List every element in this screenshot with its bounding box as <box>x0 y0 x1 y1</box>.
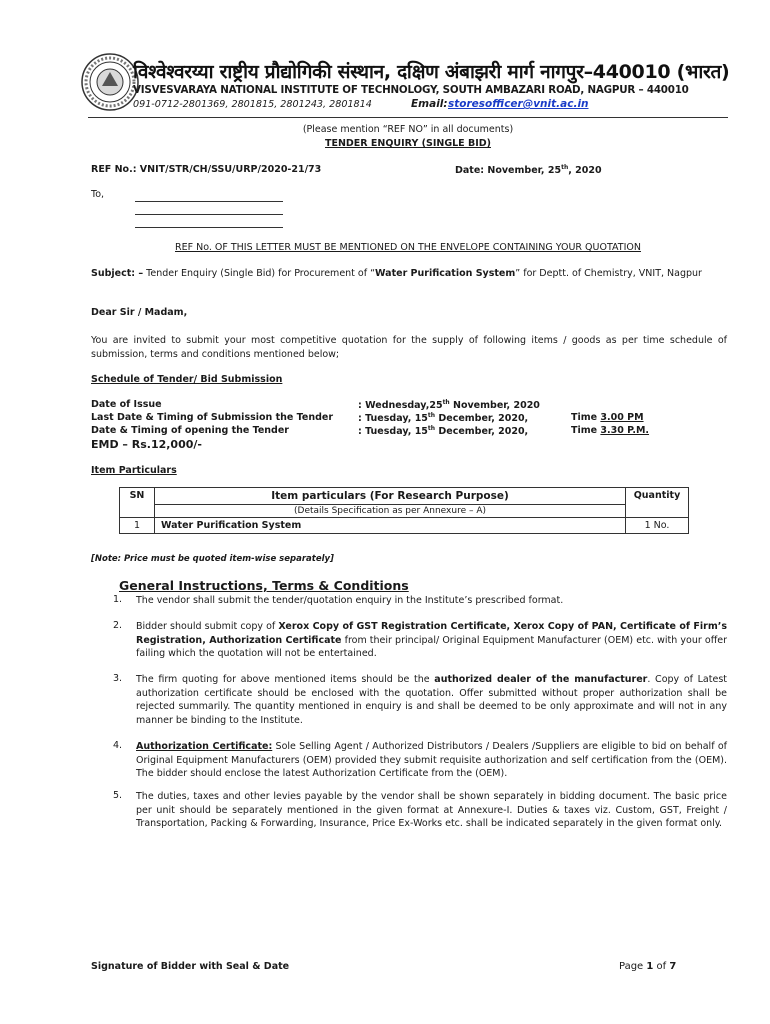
reference-number: REF No.: VNIT/STR/CH/SSU/URP/2020-21/73 <box>91 164 322 175</box>
price-note: [Note: Price must be quoted item-wise separately] <box>91 554 334 564</box>
hindi-institute-title: विश्वेश्वरय्या राष्ट्रीय प्रौद्योगिकी संस्थान, दक्षिण अंबाझरी मार्ग नागपुर–440010 (भारत) <box>133 61 730 83</box>
schedule-heading: Schedule of Tender/ Bid Submission <box>91 374 283 385</box>
cell-item: Water Purification System <box>155 518 626 534</box>
item-number: 3. <box>113 673 123 684</box>
schedule-label: Last Date & Timing of Submission the Tender <box>91 412 334 423</box>
address-line <box>135 214 283 215</box>
signature-line: Signature of Bidder with Seal & Date <box>91 961 290 972</box>
page-number: Page 1 of 7 <box>619 961 677 972</box>
to-label: To, <box>91 189 105 200</box>
schedule-value: : Wednesday,25th November, 2020 <box>358 399 540 412</box>
address-line <box>135 201 283 202</box>
item-number: 5. <box>113 790 123 801</box>
instruction-5: The duties, taxes and other levies payable by the vendor shall be shown separately in bidding document. The basic price per unit should be separately mentioned in the given format at Annexure-I. Duties & taxes viz. Custom, GST, Freight / Transportation, Packing & Forwarding, Insurance, Price Ex-Works etc. shall be indicated separately in the given format only. <box>136 791 727 829</box>
address-line <box>135 227 283 228</box>
schedule-label: Date & Timing of opening the Tender <box>91 425 289 436</box>
ref-instruction: REF No. OF THIS LETTER MUST BE MENTIONED ON THE ENVELOPE CONTAINING YOUR QUOTATION <box>175 242 641 253</box>
cell-sn: 1 <box>120 518 155 534</box>
institute-seal-icon <box>80 52 140 112</box>
item-number: 2. <box>113 620 123 631</box>
items-table <box>119 487 689 534</box>
phone-numbers: 091-0712-2801369, 2801815, 2801243, 2801814 <box>133 99 372 110</box>
email-label: Email: <box>411 98 448 110</box>
table-header-row <box>120 488 689 518</box>
letter-date: Date: November, 25th, 2020 <box>455 164 602 177</box>
col-quantity: Quantity <box>626 488 689 518</box>
schedule-time: Time 3.00 PM <box>571 412 644 423</box>
instruction-1: The vendor shall submit the tender/quotation enquiry in the Institute’s prescribed format. <box>136 595 564 606</box>
intro-paragraph: You are invited to submit your most competitive quotation for the supply of following items / goods as per time schedule of submission, terms and conditions mentioned below; <box>91 335 727 360</box>
schedule-value: : Tuesday, 15th December, 2020, <box>358 412 529 425</box>
institute-name: VISVESVARAYA NATIONAL INSTITUTE OF TECHNOLOGY, SOUTH AMBAZARI ROAD, NAGPUR – 440010 <box>133 84 689 96</box>
schedule-time: Time 3.30 P.M. <box>571 425 650 436</box>
item-number: 1. <box>113 594 123 605</box>
item-number: 4. <box>113 740 123 751</box>
tender-title: TENDER ENQUIRY (SINGLE BID) <box>325 138 491 149</box>
col-item: Item particulars (For Research Purpose) (Details Specification as per Annexure – A) <box>155 488 626 518</box>
schedule-value: : Tuesday, 15th December, 2020, <box>358 425 529 438</box>
email-link[interactable]: storesofficer@vnit.ac.in <box>448 98 589 110</box>
mention-note: (Please mention “REF NO” in all documents) <box>302 124 514 135</box>
col-sn: SN <box>120 488 155 518</box>
header-divider <box>88 117 728 118</box>
cell-quantity: 1 No. <box>626 518 689 534</box>
schedule-label: Date of Issue <box>91 399 162 410</box>
emd-amount: EMD – Rs.12,000/- <box>91 438 202 451</box>
instructions-heading: General Instructions, Terms & Conditions <box>119 578 409 593</box>
subject: Subject: – Tender Enquiry (Single Bid) for Procurement of “Water Purification System” for Deptt. of Chemistry, VNIT, Nagpur <box>91 268 702 279</box>
instruction-2: Bidder should submit copy of Xerox Copy of GST Registration Certificate, Xerox Copy of PAN, Certificate of Firm’s Registration, Authorization Certificate from their principal/ Original Equipment Manufacturer (OEM) etc. with your offer failing which the quotation will not be entertained. <box>136 621 727 659</box>
instruction-3: The firm quoting for above mentioned items should be the authorized dealer of the manufacturer. Copy of Latest authorization certificate should be enclosed with the quotation. Offer submitted without proper authorization shall be rejected summarily. The quantity mentioned in enquiry is and shall be deemed to be only approximate and will not in any manner be binding to the Institute. <box>136 674 727 726</box>
item-particulars-heading: Item Particulars <box>91 465 177 476</box>
instruction-4: Authorization Certificate: Sole Selling Agent / Authorized Distributors / Dealers /Suppliers are eligible to bid on behalf of Original Equipment Manufacturers (OEM) provided they submit requisite authorization and self certification from the (OEM). The bidder should enclose the latest Authorization Certificate from the (OEM). <box>136 741 727 779</box>
table-row <box>120 518 689 534</box>
salutation: Dear Sir / Madam, <box>91 307 188 318</box>
